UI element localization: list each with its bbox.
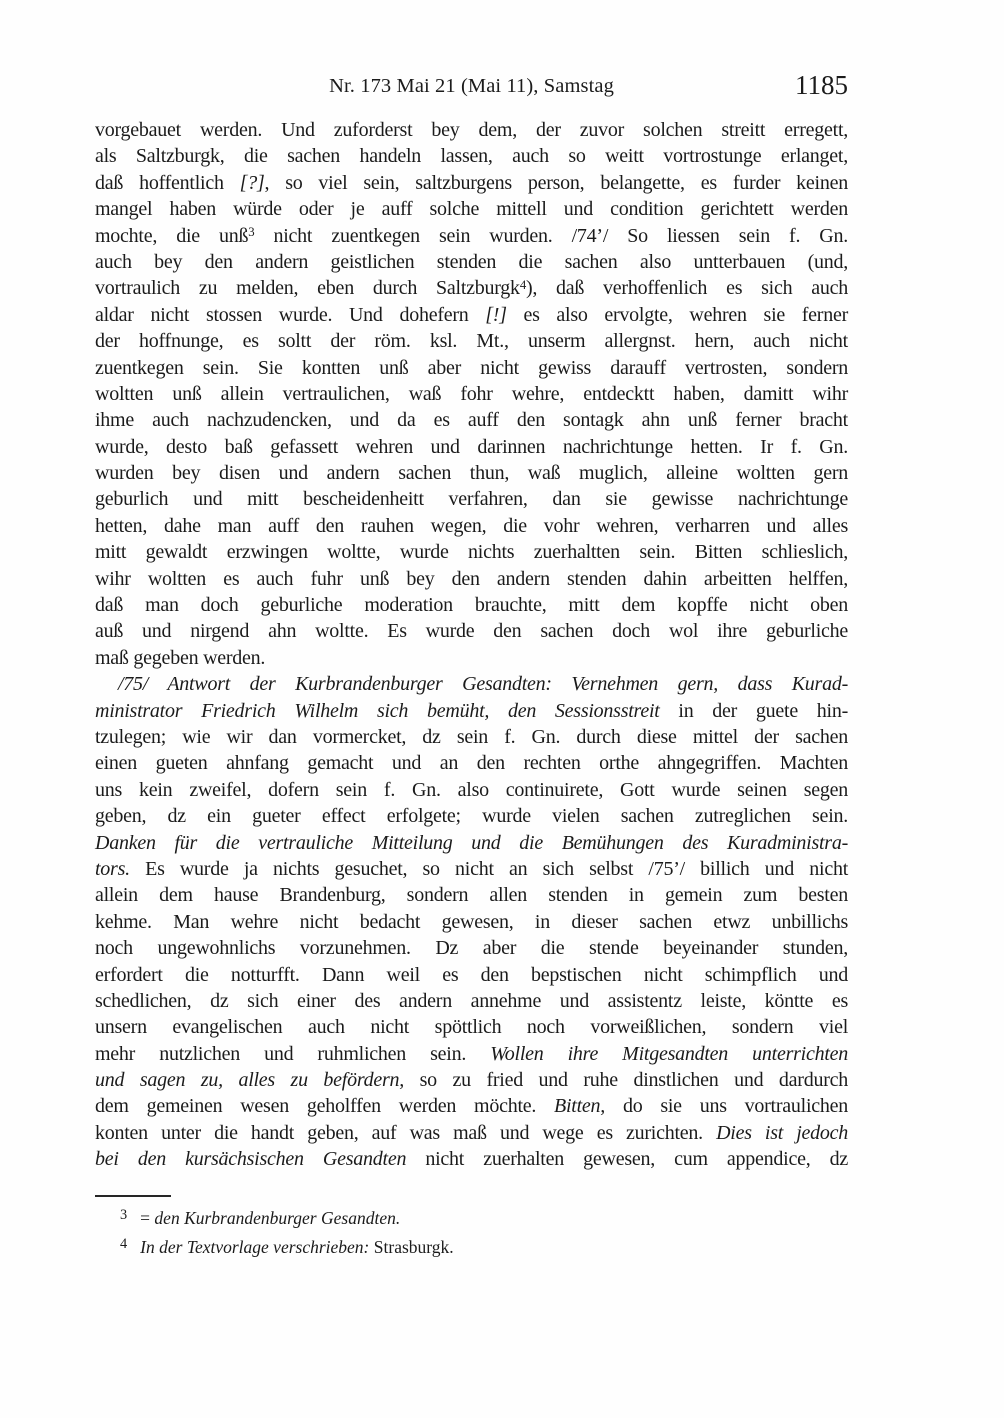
page-number: 1185 — [795, 70, 848, 100]
text-line: bei den kursächsischen Gesandten nicht zuerhalten gewesen, cum appendice, dz — [95, 1148, 848, 1171]
text-line: mehr nutzlichen und ruhmlichen sein. Wollen ihre Mitgesandten unterrichten — [95, 1042, 848, 1065]
running-header — [95, 70, 848, 102]
text-line: mitt gewaldt erzwingen woltte, wurde nichts zuerhaltten sein. Bitten schlieslich, — [95, 541, 848, 564]
text-line: Danken für die vertrauliche Mitteilung und die Bemühungen des Kuradministra- — [95, 831, 848, 854]
footnote-marker: 4 — [120, 1235, 128, 1252]
text-line: wurde, desto baß gefassett wehren und darinnen nachrichtunge hetten. Ir f. Gn. — [95, 435, 848, 458]
text-line: daß hoffentlich [?], so viel sein, saltzburgens person, belangette, es furder keinen — [95, 171, 848, 194]
text-line: wurden bey disen und andern sachen thun, waß muglich, alleine woltten gern — [95, 462, 848, 485]
text-line: wihr woltten es auch fuhr unß bey den andern stenden dahin arbeitten helffen, — [95, 567, 848, 590]
text-line: tors. Es wurde ja nichts gesuchet, so nicht an sich selbst /75’/ billich und nicht — [95, 857, 848, 880]
text-line: vortraulich zu melden, eben durch Saltzburgk$^4$), daß verhoffenlich es sich auch — [95, 277, 848, 300]
text-line: geburlich und mitt bescheidenheitt verfahren, dan sie gewisse nachrichtunge — [95, 488, 848, 511]
text-line: uns kein zweifel, dofern sein f. Gn. also continuirete, Gott wurde seinen segen — [95, 778, 848, 801]
text-line: konten unter die handt geben, auf was maß und wege es zurichten. Dies ist jedoch — [95, 1121, 849, 1144]
footnote-marker: 3 — [120, 1206, 128, 1223]
text-line: schedlichen, dz sich einer des andern annehme und assistentz leiste, köntte es — [95, 989, 848, 1012]
text-line: allein dem hause Brandenburg, sondern allen stenden in gemein zum besten — [95, 884, 848, 907]
text-line: noch ungewohnlichs vorzunehmen. Dz aber die stende beyeinander stunden, — [95, 937, 848, 960]
text-line: als Saltzburgk, die sachen handeln lassen, auch so weitt vortrostunge erlanget, — [95, 145, 848, 168]
text-line: mochte, die unß$^3$ nicht zuentkegen sein wurden. /74’/ So liessen sein f. Gn. — [95, 224, 848, 247]
text-line: auß und nirgend ahn woltte. Es wurde den sachen doch wol ihre geburliche — [95, 620, 848, 643]
text-line: aldar nicht stossen wurde. Und dohefern [!] es also ervolgte, wehren sie ferner — [95, 303, 848, 326]
text-line: mangel haben würde oder je auff solche mittell und condition gerichtett werden — [95, 198, 848, 221]
text-line: /75/ Antwort der Kurbrandenburger Gesandten: Vernehmen gern, dass Kurad- — [118, 673, 848, 696]
text-line: maß gegeben werden. — [95, 646, 266, 669]
text-line: und sagen zu, alles zu befördern, so zu fried und ruhe dinstlichen und dardurch — [95, 1069, 848, 1092]
text-line: erfordert die notturfft. Dann weil es den bepstischen nicht schimpflich und — [95, 963, 848, 986]
text-line: ihme auch nachzudencken, und da es auff den sontagk ahn unß ferner bracht — [95, 409, 848, 432]
text-line: dem gemeinen wesen geholffen werden möchte. Bitten, do sie uns vortraulichen — [95, 1095, 848, 1118]
footnote-rule — [95, 1195, 171, 1197]
text-line: zuentkegen sein. Sie kontten unß aber nicht gewiss darauff vertrosten, sondern — [95, 356, 848, 379]
text-line: einen gueten ahnfang gemacht und an den rechten orthe ahngegriffen. Machten — [95, 752, 848, 775]
text-line: vorgebauet werden. Und zuforderst bey dem, der zuvor solchen streitt erregett, — [95, 119, 848, 141]
text-line: geben, dz ein gueter effect erfolgete; wurde vielen sachen zutreglichen sein. — [95, 805, 848, 828]
footnote: $^4$ In der Textvorlage verschrieben: Strasburgk. — [120, 1235, 454, 1257]
text-line: woltten unß allein vertraulichen, waß fohr wehre, entdecktt haben, damitt wihr — [95, 382, 848, 405]
text-line: der hoffnunge, es soltt der röm. ksl. Mt., unserm allergnst. hern, auch nicht — [95, 330, 848, 353]
text-line: auch bey den andern geistlichen stenden die sachen also untterbauen (und, — [95, 250, 848, 273]
text-line: hetten, dahe man auff den rauhen wegen, die vohr wehren, verharren und alles — [95, 514, 848, 537]
text-line: ministrator Friedrich Wilhelm sich bemüht, den Sessionsstreit in der guete hin- — [95, 699, 848, 722]
running-title: Nr. 173 Mai 21 (Mai 11), Samstag — [329, 75, 614, 97]
text-line: daß man doch geburliche moderation brauchte, mitt dem kopffe nicht oben — [95, 594, 848, 617]
text-line: tzulegen; wie wir dan vormercket, dz sein f. Gn. durch diese mittel der sachen — [95, 725, 848, 748]
body-text — [95, 117, 848, 1173]
text-line: kehme. Man wehre nicht bedacht gewesen, in dieser sachen etwz unbillichs — [95, 910, 848, 933]
footnotes — [95, 1195, 848, 1262]
footnote: $^3$ = den Kurbrandenburger Gesandten. — [120, 1206, 401, 1228]
text-line: unsern evangelischen auch nicht spöttlich noch vorweißlichen, sondern viel — [95, 1016, 848, 1039]
